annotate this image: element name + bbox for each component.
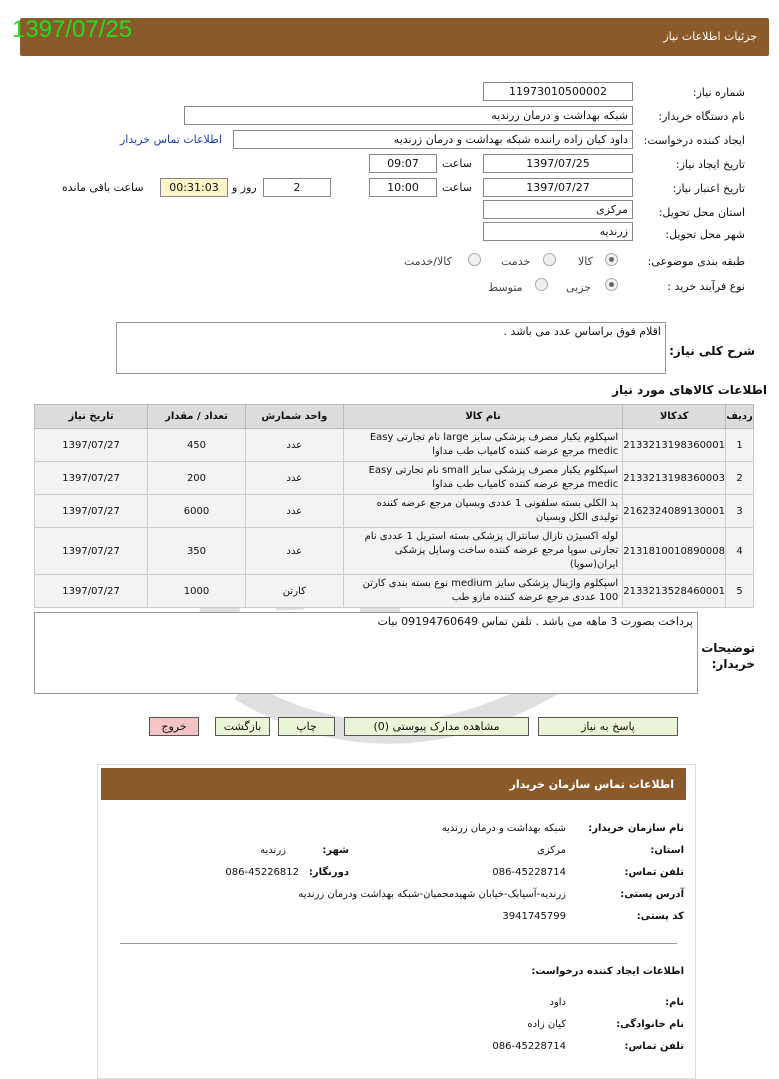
row-code: 2133213528460001 bbox=[623, 575, 726, 608]
row-index: 3 bbox=[726, 495, 754, 528]
process-option-medium: متوسط bbox=[488, 281, 523, 294]
row-name: لوله اکسیژن نازال سانترال پزشکی بسته استریل 1 عددی نام تجارتی سوپا مرجع عرضه کننده ساخت وسایل پزشکی ایران(سوپا) bbox=[343, 528, 622, 575]
row-qty: 6000 bbox=[148, 495, 246, 528]
contact-card-header bbox=[101, 768, 686, 800]
contact-phone-label: تلفن تماس: bbox=[624, 867, 684, 878]
validity-date-label: تاریخ اعتبار نیاز: bbox=[672, 182, 745, 195]
col-code: کدکالا bbox=[623, 405, 726, 429]
process-option-minor: جزیی bbox=[566, 281, 592, 294]
contact-province-value: مرکزی bbox=[537, 845, 566, 856]
buyer-org-label: نام دستگاه خریدار: bbox=[658, 110, 745, 123]
row-code: 2133213198360001 bbox=[623, 429, 726, 462]
category-option-both: کالا/خدمت bbox=[404, 255, 452, 268]
province-label: استان محل تحویل: bbox=[658, 206, 745, 219]
creator-name-value: داود bbox=[549, 997, 566, 1008]
row-date: 1397/07/27 bbox=[35, 429, 148, 462]
goods-section-title: اطلاعات کالاهای مورد نیاز bbox=[612, 383, 767, 397]
buyer-contact-link[interactable]: اطلاعات تماس خریدار bbox=[120, 133, 222, 146]
goods-table-container bbox=[34, 404, 754, 608]
category-radio-goods[interactable] bbox=[605, 253, 618, 266]
row-name: اسپکلوم یکبار مصرف پزشکی سایز small نام تجارتی Easy medic مرجع عرضه کننده کامیاب طب مداوا bbox=[343, 462, 622, 495]
date-stamp: 1397/07/25 bbox=[12, 16, 133, 43]
print-button[interactable]: چاپ bbox=[278, 717, 335, 736]
creator-phone-label: تلفن تماس: bbox=[624, 1041, 684, 1052]
requester-label: ایجاد کننده درخواست: bbox=[643, 134, 745, 147]
category-radio-service[interactable] bbox=[543, 253, 556, 266]
exit-button[interactable]: خروج bbox=[149, 717, 199, 736]
row-index: 1 bbox=[726, 429, 754, 462]
need-number-field: 11973010500002 bbox=[483, 82, 633, 101]
process-radio-minor[interactable] bbox=[605, 278, 618, 291]
process-label: نوع فرآیند خرید : bbox=[667, 280, 745, 293]
row-code: 2133213198360003 bbox=[623, 462, 726, 495]
row-unit: عدد bbox=[245, 495, 343, 528]
contact-card bbox=[97, 764, 696, 1079]
city-label: شهر محل تحویل: bbox=[665, 228, 745, 241]
back-button[interactable]: بازگشت bbox=[215, 717, 270, 736]
created-date-label: تاریخ ایجاد نیاز: bbox=[675, 158, 745, 171]
created-time-label: ساعت bbox=[442, 157, 472, 170]
row-code: 2162324089130001 bbox=[623, 495, 726, 528]
view-attachments-button[interactable]: مشاهده مدارک پیوستی (0) bbox=[344, 717, 529, 736]
validity-time-field: 10:00 bbox=[369, 178, 437, 197]
col-qty: تعداد / مقدار bbox=[148, 405, 246, 429]
remaining-time-field: 00:31:03 bbox=[160, 178, 228, 197]
creator-section-title: اطلاعات ایجاد کننده درخواست: bbox=[531, 966, 684, 977]
row-name: پد الکلی بسته سلفونی 1 عددی وبسیان مرجع عرضه کننده تولیدی الکل وبسیان bbox=[343, 495, 622, 528]
validity-date-field: 1397/07/27 bbox=[483, 178, 633, 197]
table-row bbox=[35, 575, 754, 608]
contact-address-value: زرندیه-آسیابک-خیابان شهیدمحمیان-شبکه بهداشت ودرمان زرندیه bbox=[298, 889, 566, 900]
created-time-field: 09:07 bbox=[369, 154, 437, 173]
table-row bbox=[35, 528, 754, 575]
creator-phone-value: 086-45228714 bbox=[492, 1041, 566, 1052]
row-date: 1397/07/27 bbox=[35, 462, 148, 495]
category-option-goods: کالا bbox=[578, 255, 593, 268]
page-header bbox=[20, 18, 769, 56]
row-name: اسپکلوم یکبار مصرف پزشکی سایز large نام تجارتی Easy medic مرجع عرضه کننده کامیاب طب مداوا bbox=[343, 429, 622, 462]
creator-family-value: کیان زاده bbox=[527, 1019, 566, 1030]
row-unit: عدد bbox=[245, 429, 343, 462]
description-label: شرح کلی نیاز: bbox=[669, 344, 755, 358]
contact-fax-label: دورنگار: bbox=[308, 867, 349, 878]
category-label: طبقه بندی موضوعی: bbox=[647, 255, 745, 268]
remaining-label: ساعت باقی مانده bbox=[62, 181, 144, 194]
contact-address-label: آدرس پستی: bbox=[620, 889, 684, 900]
page-title: جزئیات اطلاعات نیاز bbox=[663, 30, 757, 43]
contact-phone-value: 086-45228714 bbox=[492, 867, 566, 878]
col-index: ردیف bbox=[726, 405, 754, 429]
buyer-notes-label: توضیحات خریدار: bbox=[701, 641, 755, 671]
row-name: اسپکلوم واژینال پزشکی سایز medium نوع بسته بندی کارتن 100 عددی مرجع عرضه کننده مازو طب bbox=[343, 575, 622, 608]
row-date: 1397/07/27 bbox=[35, 528, 148, 575]
table-row bbox=[35, 462, 754, 495]
goods-table-header bbox=[35, 405, 754, 429]
row-qty: 350 bbox=[148, 528, 246, 575]
contact-fax-value: 086-45226812 bbox=[225, 867, 299, 878]
contact-card-title: اطلاعات تماس سازمان خریدار bbox=[509, 778, 674, 791]
col-date: تاریخ نیاز bbox=[35, 405, 148, 429]
row-index: 4 bbox=[726, 528, 754, 575]
created-date-field: 1397/07/25 bbox=[483, 154, 633, 173]
contact-province-label: استان: bbox=[650, 845, 684, 856]
days-label: روز و bbox=[232, 181, 257, 194]
row-unit: عدد bbox=[245, 528, 343, 575]
remaining-days-field: 2 bbox=[263, 178, 331, 197]
reply-button[interactable]: پاسخ به نیاز bbox=[538, 717, 678, 736]
row-unit: عدد bbox=[245, 462, 343, 495]
process-radio-medium[interactable] bbox=[535, 278, 548, 291]
contact-postal-value: 3941745799 bbox=[502, 911, 566, 922]
contact-city-value: زرندیه bbox=[260, 845, 286, 856]
row-qty: 200 bbox=[148, 462, 246, 495]
validity-time-label: ساعت bbox=[442, 181, 472, 194]
creator-family-label: نام خانوادگی: bbox=[616, 1019, 684, 1030]
row-index: 5 bbox=[726, 575, 754, 608]
contact-city-label: شهر: bbox=[322, 845, 349, 856]
city-field: زرندیه bbox=[483, 222, 633, 241]
contact-org-value: شبکه بهداشت و درمان زرندیه bbox=[441, 823, 566, 834]
row-date: 1397/07/27 bbox=[35, 495, 148, 528]
col-unit: واحد شمارش bbox=[245, 405, 343, 429]
table-row bbox=[35, 429, 754, 462]
buyer-notes-field: پرداخت بصورت 3 ماهه می باشد . تلفن تماس 09194760649 بیات bbox=[34, 612, 698, 694]
category-option-service: خدمت bbox=[501, 255, 531, 268]
province-field: مرکزی bbox=[483, 200, 633, 219]
divider bbox=[120, 943, 677, 944]
need-number-label: شماره نیاز: bbox=[692, 86, 745, 99]
col-name: نام کالا bbox=[343, 405, 622, 429]
row-unit: کارتن bbox=[245, 575, 343, 608]
row-date: 1397/07/27 bbox=[35, 575, 148, 608]
buyer-org-field: شبکه بهداشت و درمان زرندیه bbox=[184, 106, 633, 125]
row-code: 2131810010890008 bbox=[623, 528, 726, 575]
row-index: 2 bbox=[726, 462, 754, 495]
requester-field: داود کیان زاده راننده شبکه بهداشت و درمان زرندیه bbox=[233, 130, 633, 149]
contact-org-label: نام سازمان خریدار: bbox=[588, 823, 684, 834]
category-radio-both[interactable] bbox=[468, 253, 481, 266]
creator-name-label: نام: bbox=[665, 997, 684, 1008]
description-field: اقلام فوق براساس عدد می باشد . bbox=[116, 322, 666, 374]
row-qty: 450 bbox=[148, 429, 246, 462]
contact-postal-label: کد پستی: bbox=[636, 911, 684, 922]
table-row bbox=[35, 495, 754, 528]
row-qty: 1000 bbox=[148, 575, 246, 608]
goods-table bbox=[34, 404, 754, 608]
